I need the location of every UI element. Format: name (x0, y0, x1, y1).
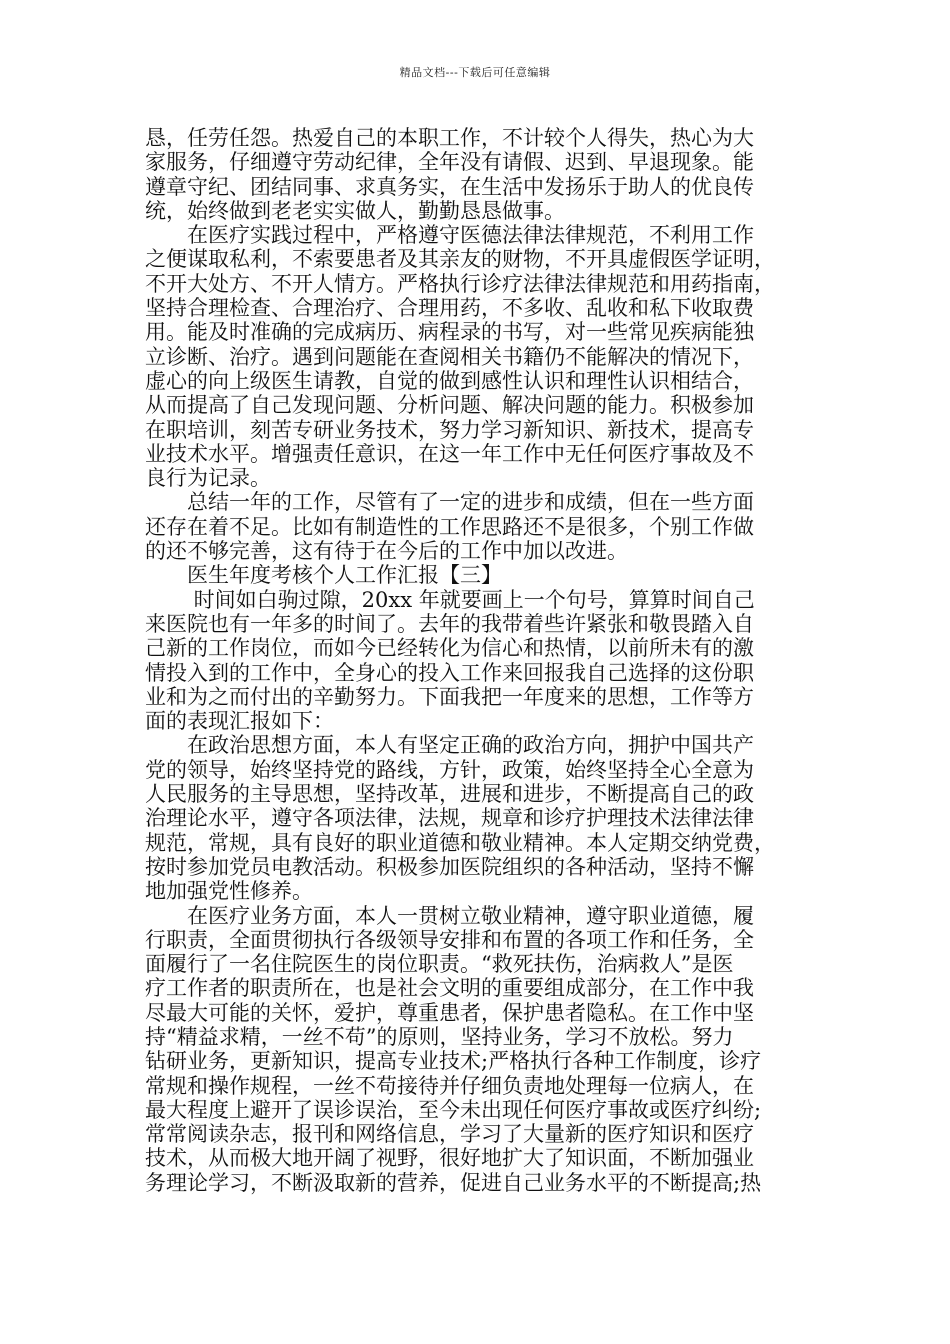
text-line: 情投入到的工作中，全身心的投入工作来回报我自己选择的这份职 (145, 660, 754, 685)
text-line: 医生年度考核个人工作汇报【三】 (145, 563, 502, 588)
text-line: 良行为记录。 (145, 466, 271, 491)
text-line: 技术，从而极大地开阔了视野，很好地扩大了知识面，不断加强业 (145, 1146, 754, 1171)
text-line: 用。能及时准确的完成病历、病程录的书写，对一些常见疾病能独 (145, 320, 754, 345)
text-line: 来医院也有一年多的时间了。去年的我带着些许紧张和敬畏踏入自 (145, 611, 754, 636)
text-line: 在职培训，刻苦专研业务技术，努力学习新知识、新技术，提高专 (145, 417, 754, 442)
text-line: 在医疗业务方面，本人一贯树立敬业精神，遵守职业道德，履 (145, 903, 754, 928)
text-line: 遵章守纪、团结同事、求真务实，在生活中发扬乐于助人的优良传 (145, 174, 754, 199)
text-line: 面履行了一名住院医生的岗位职责。“救死扶伤，治病救人”是医 (145, 952, 734, 977)
text-line: 坚持合理检查、合理治疗、合理用药，不多收、乱收和私下收取费 (145, 296, 754, 321)
text-line: 地加强党性修养。 (145, 879, 313, 904)
text-line: 的还不够完善，这有待于在今后的工作中加以改进。 (145, 539, 628, 564)
text-line: 统，始终做到老老实实做人，勤勤恳恳做事。 (145, 198, 565, 223)
text-line: 还存在着不足。比如有制造性的工作思路还不是很多，个别工作做 (145, 514, 754, 539)
text-line: 恳，任劳任怨。热爱自己的本职工作，不计较个人得失，热心为大 (145, 126, 754, 150)
text-line: 人民服务的主导思想，坚持改革，进展和进步，不断提高自己的政 (145, 782, 754, 807)
text-line: 党的领导，始终坚持党的路线，方针，政策，始终坚持全心全意为 (145, 757, 754, 782)
text-line: 务理论学习，不断汲取新的营养，促进自己业务水平的不断提高;热 (145, 1170, 762, 1195)
text-line: 钻研业务，更新知识，提高专业技术;严格执行各种工作制度，诊疗 (145, 1049, 762, 1074)
text-line: 持“精益求精，一丝不苟”的原则，坚持业务，学习不放松。努力 (145, 1024, 734, 1049)
text-line: 最大程度上避开了误诊误治，至今未出现任何医疗事故或医疗纠纷; (145, 1097, 762, 1122)
text-line: 时间如白驹过隙，20xx 年就要画上一个句号，算算时间自己 (145, 587, 755, 612)
text-line: 业技术水平。增强责任意识，在这一年工作中无任何医疗事故及不 (145, 441, 754, 466)
text-line: 面的表现汇报如下： (145, 709, 334, 734)
text-line: 立诊断、治疗。遇到问题能在查阅相关书籍仍不能解决的情况下， (145, 344, 754, 369)
text-line: 行职责，全面贯彻执行各级领导安排和布置的各项工作和任务，全 (145, 927, 754, 952)
text-line: 疗工作者的职责所在，也是社会文明的重要组成部分，在工作中我 (145, 976, 754, 1001)
text-line: 规范，常规，具有良好的职业道德和敬业精神。本人定期交纳党费， (145, 830, 775, 855)
text-line: 业和为之而付出的辛勤努力。下面我把一年度来的思想，工作等方 (145, 684, 754, 709)
text-line: 家服务，仔细遵守劳动纪律，全年没有请假、迟到、早退现象。能 (145, 150, 754, 175)
text-line: 常规和操作规程，一丝不苟接待并仔细负责地处理每一位病人，在 (145, 1073, 754, 1098)
text-line: 不开大处方、不开人情方。严格执行诊疗法律法律规范和用药指南， (145, 271, 775, 296)
text-line: 之便谋取私利，不索要患者及其亲友的财物，不开具虚假医学证明， (145, 247, 775, 272)
text-line: 尽最大可能的关怀，爱护，尊重患者，保护患者隐私。在工作中坚 (145, 1000, 754, 1025)
page-header: 精品文档---下载后可任意编辑 (399, 66, 551, 79)
text-line: 从而提高了自己发现问题、分析问题、解决问题的能力。积极参加 (145, 393, 754, 418)
text-line: 总结一年的工作，尽管有了一定的进步和成绩，但在一些方面 (145, 490, 754, 515)
document-body (145, 126, 815, 1195)
text-line: 虚心的向上级医生请教，自觉的做到感性认识和理性认识相结合， (145, 368, 754, 393)
text-line: 治理论水平，遵守各项法律，法规，规章和诊疗护理技术法律法律 (145, 806, 754, 831)
text-line: 常常阅读杂志，报刊和网络信息，学习了大量新的医疗知识和医疗 (145, 1122, 754, 1147)
text-line: 在政治思想方面，本人有坚定正确的政治方向，拥护中国共产 (145, 733, 754, 758)
text-line: 在医疗实践过程中，严格遵守医德法律法律规范，不利用工作 (145, 223, 754, 248)
text-line: 按时参加党员电教活动。积极参加医院组织的各种活动，坚持不懈 (145, 854, 754, 879)
text-line: 己新的工作岗位，而如今已经转化为信心和热情，以前所未有的激 (145, 636, 754, 661)
